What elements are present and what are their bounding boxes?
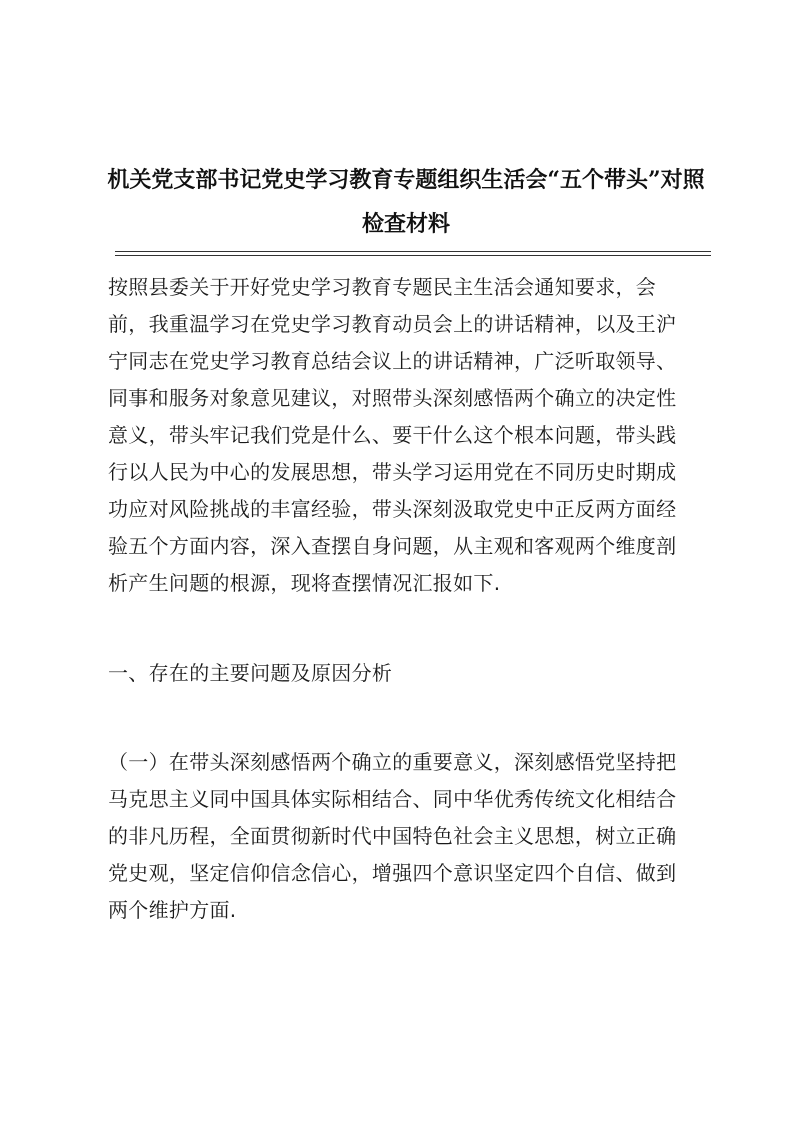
section-heading: 一、存在的主要问题及原因分析 (108, 661, 393, 685)
subsection-line: 党史观，坚定信仰信念信心，增强四个意识坚定四个自信、做到 (108, 861, 677, 885)
document-title-line-2: 检查材料 (361, 211, 450, 237)
subsection-line: 的非凡历程，全面贯彻新时代中国特色社会主义思想，树立正确 (108, 824, 677, 848)
intro-line: 验五个方面内容，深入查摆自身问题，从主观和客观两个维度剖 (108, 534, 677, 558)
intro-line: 行以人民为中心的发展思想，带头学习运用党在不同历史时期成 (108, 460, 677, 484)
intro-line: 同事和服务对象意见建议，对照带头深刻感悟两个确立的决定性 (108, 386, 677, 410)
title-divider-top (115, 251, 711, 252)
intro-line: 功应对风险挑战的丰富经验，带头深刻汲取党史中正反两方面经 (108, 497, 677, 521)
intro-line: 析产生问题的根源，现将查摆情况汇报如下. (108, 571, 501, 595)
intro-line: 意义，带头牢记我们党是什么、要干什么这个根本问题，带头践 (108, 423, 677, 447)
document-title-line-1: 机关党支部书记党史学习教育专题组织生活会“五个带头”对照 (107, 167, 705, 193)
subsection-line: （一）在带头深刻感悟两个确立的重要意义，深刻感悟党坚持把 (108, 750, 677, 774)
intro-line: 前，我重温学习在党史学习教育动员会上的讲话精神，以及王沪 (108, 312, 677, 336)
intro-line: 按照县委关于开好党史学习教育专题民主生活会通知要求，会 (108, 275, 657, 299)
subsection-line: 马克思主义同中国具体实际相结合、同中华优秀传统文化相结合 (108, 787, 677, 811)
subsection-line: 两个维护方面. (108, 898, 237, 922)
intro-line: 宁同志在党史学习教育总结会议上的讲话精神，广泛听取领导、 (108, 349, 677, 373)
title-divider-bottom (115, 255, 711, 256)
